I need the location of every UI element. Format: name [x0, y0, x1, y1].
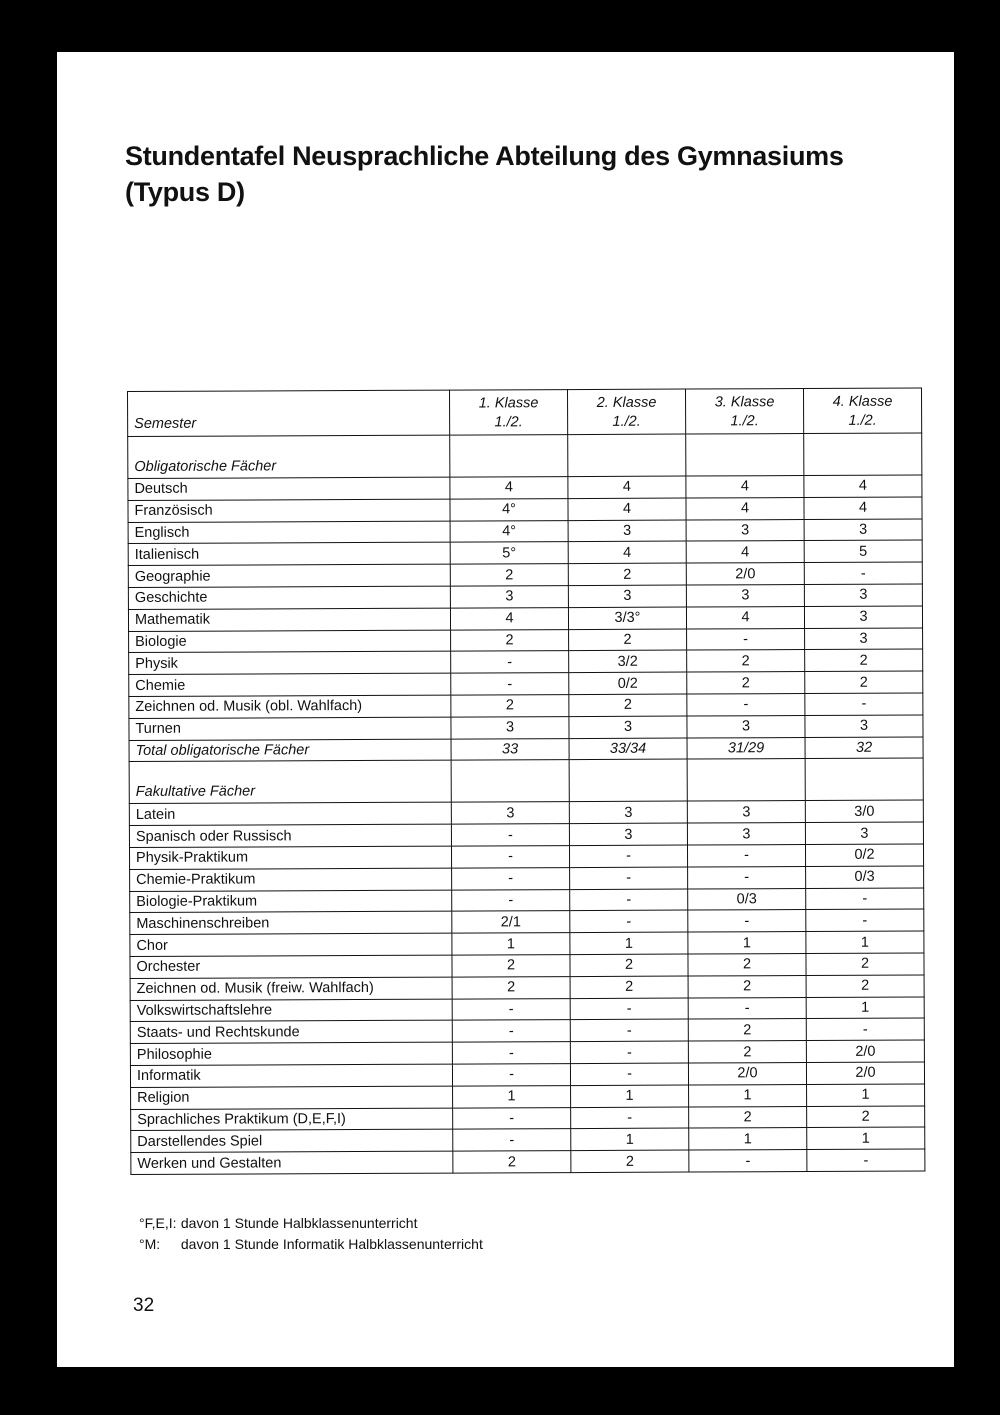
subject-cell: Philosophie	[130, 1042, 452, 1065]
value-cell: 2	[807, 1106, 925, 1128]
value-cell: -	[570, 1019, 688, 1041]
value-cell: 32	[805, 737, 923, 759]
value-cell: -	[805, 693, 923, 715]
value-cell: 2	[806, 953, 924, 975]
empty-cell	[686, 434, 804, 477]
value-cell: 0/3	[688, 888, 806, 910]
subject-cell: Informatik	[130, 1064, 452, 1087]
value-cell: -	[570, 1063, 688, 1085]
subject-cell: Religion	[131, 1086, 453, 1109]
footnote-text: davon 1 Stunde Informatik Halbklassenunterricht	[180, 1236, 483, 1252]
value-cell: 3	[804, 584, 922, 606]
value-cell: 3/3°	[568, 607, 686, 629]
document-page	[57, 52, 954, 1367]
value-cell: 2	[453, 1151, 571, 1173]
value-cell: 3	[568, 520, 686, 542]
value-cell: -	[804, 562, 922, 584]
value-cell: 4	[804, 497, 922, 519]
value-cell: -	[689, 1150, 807, 1172]
value-cell: 2	[688, 1019, 806, 1041]
value-cell: -	[806, 909, 924, 931]
value-cell: -	[806, 888, 924, 910]
subject-cell: Zeichnen od. Musik (obl. Wahlfach)	[129, 695, 451, 718]
value-cell: -	[451, 673, 569, 695]
value-cell: 3	[451, 802, 569, 824]
value-cell: -	[453, 1129, 571, 1151]
section-header-row	[128, 433, 922, 478]
value-cell: -	[452, 867, 570, 889]
value-cell: 4°	[450, 498, 568, 520]
value-cell: -	[570, 867, 688, 889]
value-cell: 33/34	[569, 738, 687, 760]
empty-cell	[450, 435, 568, 478]
value-cell: -	[452, 1063, 570, 1085]
footnote	[139, 1234, 483, 1255]
value-cell: 1	[689, 1084, 807, 1106]
subject-cell: Englisch	[128, 521, 450, 544]
value-cell: 2	[687, 650, 805, 672]
value-cell: 4°	[450, 520, 568, 542]
value-cell: 4	[568, 498, 686, 520]
value-cell: 3	[804, 519, 922, 541]
subject-cell: Turnen	[129, 717, 451, 740]
subject-cell: Chemie-Praktikum	[130, 868, 452, 891]
empty-cell	[805, 758, 923, 801]
value-cell: 2	[688, 953, 806, 975]
column-header-klasse-4: 4. Klasse 1./2.	[803, 388, 921, 434]
value-cell: 3	[687, 715, 805, 737]
table-row	[131, 1149, 925, 1174]
subject-cell: Biologie-Praktikum	[130, 890, 452, 913]
value-cell: -	[807, 1149, 925, 1171]
value-cell: -	[452, 1042, 570, 1064]
section-label: Fakultative Fächer	[129, 760, 451, 803]
subject-cell: Total obligatorische Fächer	[129, 739, 451, 762]
value-cell: 4	[568, 541, 686, 563]
value-cell: 4	[568, 476, 686, 498]
value-cell: -	[452, 1020, 570, 1042]
value-cell: 3	[451, 716, 569, 738]
semester-label: Semester	[128, 390, 450, 436]
value-cell: 5	[804, 540, 922, 562]
value-cell: -	[570, 889, 688, 911]
value-cell: -	[569, 845, 687, 867]
subject-cell: Physik	[129, 651, 451, 674]
value-cell: 2	[805, 649, 923, 671]
value-cell: 4	[450, 607, 568, 629]
subject-cell: Deutsch	[128, 477, 450, 500]
value-cell: 2	[451, 629, 569, 651]
page-number: 32	[133, 1295, 155, 1316]
value-cell: 3	[686, 519, 804, 541]
value-cell: 3	[805, 628, 923, 650]
column-header-klasse-1: 1. Klasse 1./2.	[449, 390, 567, 436]
page-title: Stundentafel Neusprachliche Abteilung des Gymnasiums (Typus D)	[125, 141, 844, 207]
value-cell: 2	[806, 975, 924, 997]
subject-cell: Volkswirtschaftslehre	[130, 999, 452, 1022]
value-cell: 3	[687, 823, 805, 845]
value-cell: 1	[571, 1085, 689, 1107]
value-cell: 2	[570, 976, 688, 998]
footnote-label: °M:	[139, 1236, 161, 1252]
value-cell: 4	[804, 475, 922, 497]
value-cell: 1	[453, 1085, 571, 1107]
value-cell: -	[806, 1018, 924, 1040]
empty-cell	[451, 760, 569, 803]
value-cell: 3	[569, 823, 687, 845]
value-cell: -	[451, 824, 569, 846]
subject-cell: Geschichte	[128, 586, 450, 609]
value-cell: 33	[451, 738, 569, 760]
value-cell: 1	[571, 1128, 689, 1150]
subject-cell: Italienisch	[128, 542, 450, 565]
value-cell: 2	[452, 976, 570, 998]
value-cell: 2/0	[688, 1062, 806, 1084]
value-cell: 2/1	[452, 911, 570, 933]
value-cell: -	[453, 1107, 571, 1129]
value-cell: 4	[686, 497, 804, 519]
value-cell: 0/2	[805, 844, 923, 866]
value-cell: 2	[688, 1041, 806, 1063]
section-label: Obligatorische Fächer	[128, 435, 450, 478]
value-cell: 3	[805, 715, 923, 737]
value-cell: -	[570, 1041, 688, 1063]
value-cell: 1	[807, 1127, 925, 1149]
value-cell: -	[688, 910, 806, 932]
value-cell: -	[451, 651, 569, 673]
subject-cell: Sprachliches Praktikum (D,E,F,I)	[131, 1108, 453, 1131]
value-cell: 3/0	[805, 800, 923, 822]
value-cell: 3	[568, 585, 686, 607]
value-cell: 0/3	[806, 866, 924, 888]
value-cell: 3	[686, 585, 804, 607]
value-cell: 4	[686, 606, 804, 628]
value-cell: 2	[689, 1106, 807, 1128]
value-cell: -	[688, 866, 806, 888]
value-cell: -	[451, 846, 569, 868]
value-cell: -	[452, 889, 570, 911]
value-cell: 5°	[450, 542, 568, 564]
value-cell: 0/2	[569, 672, 687, 694]
value-cell: 2/0	[686, 563, 804, 585]
value-cell: -	[687, 628, 805, 650]
value-cell: 4	[686, 541, 804, 563]
value-cell: -	[452, 998, 570, 1020]
value-cell: 2	[570, 954, 688, 976]
subject-cell: Physik-Praktikum	[129, 846, 451, 869]
subject-cell: Chemie	[129, 673, 451, 696]
subject-cell: Orchester	[130, 955, 452, 978]
value-cell: 1	[806, 931, 924, 953]
subject-cell: Chor	[130, 933, 452, 956]
value-cell: 2	[568, 563, 686, 585]
value-cell: -	[687, 844, 805, 866]
value-cell: -	[688, 997, 806, 1019]
empty-cell	[569, 759, 687, 802]
value-cell: 4	[686, 476, 804, 498]
value-cell: 2/0	[806, 1040, 924, 1062]
empty-cell	[687, 759, 805, 802]
value-cell: 4	[450, 477, 568, 499]
footnotes	[139, 1213, 483, 1255]
subject-cell: Maschinenschreiben	[130, 911, 452, 934]
value-cell: 2	[569, 629, 687, 651]
subject-cell: Latein	[129, 802, 451, 825]
column-header-klasse-3: 3. Klasse 1./2.	[685, 389, 803, 435]
value-cell: 1	[570, 932, 688, 954]
section-header-row	[129, 758, 923, 803]
empty-cell	[568, 434, 686, 477]
subject-cell: Zeichnen od. Musik (freiw. Wahlfach)	[130, 977, 452, 1000]
value-cell: 1	[689, 1128, 807, 1150]
value-cell: 3	[569, 716, 687, 738]
value-cell: 2	[571, 1150, 689, 1172]
value-cell: 3	[805, 822, 923, 844]
subject-cell: Französisch	[128, 499, 450, 522]
subject-cell: Mathematik	[128, 608, 450, 631]
value-cell: 2	[569, 694, 687, 716]
value-cell: -	[570, 910, 688, 932]
stundentafel-table	[127, 388, 925, 1175]
value-cell: 1	[807, 1084, 925, 1106]
value-cell: 1	[806, 997, 924, 1019]
value-cell: -	[570, 998, 688, 1020]
subject-cell: Darstellendes Spiel	[131, 1129, 453, 1152]
value-cell: 2	[688, 975, 806, 997]
footnote-label: °F,E,I:	[139, 1215, 177, 1231]
column-header-klasse-2: 2. Klasse 1./2.	[567, 389, 685, 435]
value-cell: 1	[688, 932, 806, 954]
value-cell: -	[571, 1107, 689, 1129]
value-cell: 3	[687, 801, 805, 823]
subject-cell: Spanisch oder Russisch	[129, 824, 451, 847]
value-cell: 3	[804, 606, 922, 628]
value-cell: 3/2	[569, 650, 687, 672]
footnote	[139, 1213, 483, 1234]
empty-cell	[804, 433, 922, 476]
subject-cell: Biologie	[129, 630, 451, 653]
footnote-text: davon 1 Stunde Halbklassenunterricht	[180, 1215, 418, 1231]
subject-cell: Geographie	[128, 564, 450, 587]
value-cell: 1	[452, 933, 570, 955]
subject-cell: Werken und Gestalten	[131, 1151, 453, 1174]
subject-cell: Staats- und Rechtskunde	[130, 1020, 452, 1043]
value-cell: 2	[451, 695, 569, 717]
value-cell: 3	[569, 801, 687, 823]
value-cell: 3	[450, 586, 568, 608]
value-cell: 2/0	[806, 1062, 924, 1084]
value-cell: 2	[805, 671, 923, 693]
table-header-row	[128, 388, 922, 436]
value-cell: 2	[452, 955, 570, 977]
value-cell: 2	[450, 564, 568, 586]
value-cell: 31/29	[687, 737, 805, 759]
value-cell: 2	[687, 672, 805, 694]
value-cell: -	[687, 694, 805, 716]
